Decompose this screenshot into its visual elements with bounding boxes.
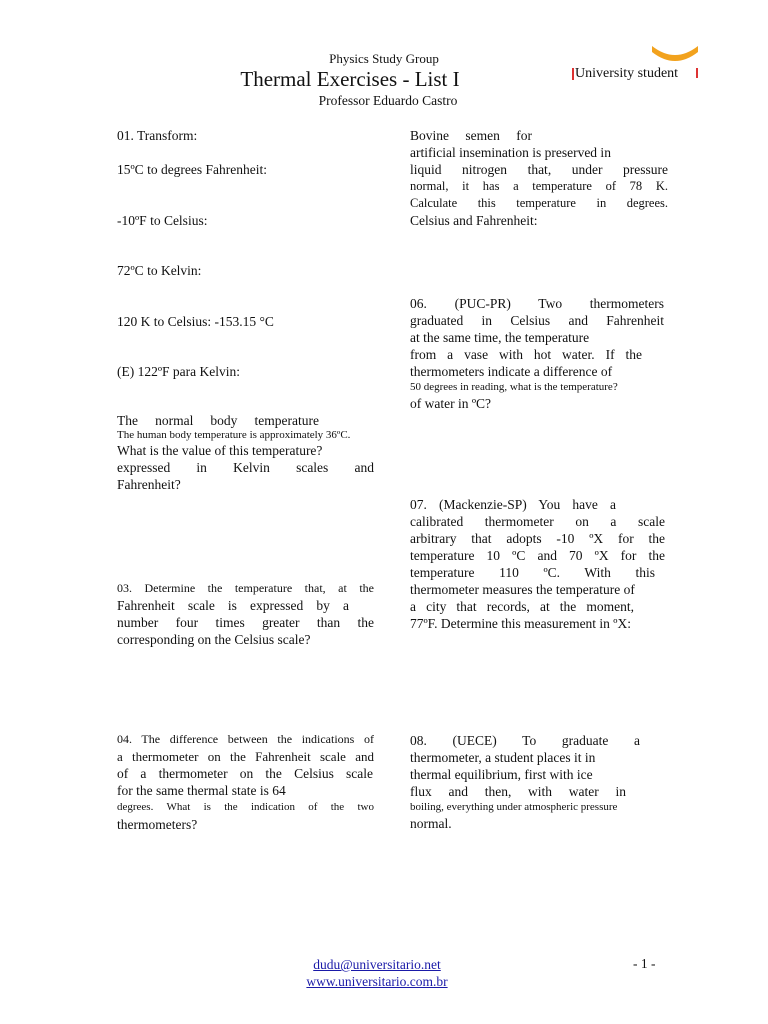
question-06-line: of water in ºC?: [410, 396, 492, 411]
question-08-line: thermal equilibrium, first with ice: [410, 767, 593, 782]
question-04-line: degrees. What is the indication of the two: [117, 801, 374, 813]
question-04: [117, 731, 374, 833]
question-05-line: normal, it has a temperature of 78 K.: [410, 179, 668, 193]
question-07-line: 07. (Mackenzie-SP) You have a: [410, 497, 616, 512]
question-06: [410, 295, 668, 412]
email-link[interactable]: dudu@universitario.net: [313, 957, 441, 972]
question-08-line: flux and then, with water in: [410, 784, 626, 799]
question-06-line: 50 degrees in reading, what is the temperature?: [410, 381, 618, 393]
question-07: [410, 496, 668, 632]
question-03: [117, 580, 374, 648]
question-06-line: 06. (PUC-PR) Two thermometers: [410, 296, 664, 311]
logo-text: University student: [575, 66, 679, 81]
question-02-line: What is the value of this temperature?: [117, 443, 323, 458]
question-03-line: corresponding on the Celsius scale?: [117, 632, 311, 647]
question-05-line: Bovine semen for: [410, 128, 532, 143]
university-student-logo: [572, 42, 704, 88]
page-title: Thermal Exercises - List I: [240, 67, 460, 91]
question-06-line: graduated in Celsius and Fahrenheit: [410, 313, 664, 328]
page-number: - 1 -: [633, 956, 656, 971]
question-08-line: 08. (UECE) To graduate a: [410, 733, 640, 748]
question-05-line: Calculate this temperature in degrees.: [410, 196, 668, 210]
question-02-line: The normal body temperature: [117, 413, 319, 428]
question-03-line: number four times greater than the: [117, 615, 374, 630]
question-05-line: Celsius and Fahrenheit:: [410, 213, 538, 228]
question-01-item-d: 120 K to Celsius: -153.15 °C: [117, 314, 274, 329]
question-06-line: from a vase with hot water. If the: [410, 347, 642, 362]
question-08: [410, 732, 668, 832]
question-08-line: normal.: [410, 816, 452, 831]
question-05-line: liquid nitrogen that, under pressure: [410, 162, 668, 177]
question-06-line: thermometers indicate a difference of: [410, 364, 613, 379]
website-link[interactable]: www.universitario.com.br: [306, 974, 448, 989]
question-06-line: at the same time, the temperature: [410, 330, 590, 345]
question-07-line: 77ºF. Determine this measurement in ºX:: [410, 616, 631, 631]
question-02: [117, 412, 374, 493]
question-04-line: 04. The difference between the indications of: [117, 732, 374, 746]
question-04-line: a thermometer on the Fahrenheit scale and: [117, 749, 374, 764]
question-04-line: of a thermometer on the Celsius scale: [117, 766, 373, 781]
question-07-line: arbitrary that adopts -10 ºX for the: [410, 531, 665, 546]
question-01-heading: 01. Transform:: [117, 128, 198, 143]
question-08-line: boiling, everything under atmospheric pressure: [410, 801, 618, 813]
question-02-line: expressed in Kelvin scales and: [117, 460, 374, 475]
question-01-item-e: (E) 122ºF para Kelvin:: [117, 364, 241, 379]
question-07-line: thermometer measures the temperature of: [410, 582, 635, 597]
question-07-line: a city that records, at the moment,: [410, 599, 634, 614]
question-03-line: 03. Determine the temperature that, at the: [117, 581, 374, 595]
question-02-line: Fahrenheit?: [117, 477, 181, 492]
question-05: [410, 127, 668, 229]
question-04-line: for the same thermal state is 64: [117, 783, 286, 798]
question-08-line: thermometer, a student places it in: [410, 750, 596, 765]
question-07-line: calibrated thermometer on a scale: [410, 514, 665, 529]
professor-name: Professor Eduardo Castro: [318, 93, 458, 108]
question-04-line: thermometers?: [117, 817, 198, 832]
question-01-item-c: 72ºC to Kelvin:: [117, 263, 202, 278]
question-07-line: temperature 10 ºC and 70 ºX for the: [410, 548, 665, 563]
logo-bar-right: [696, 68, 698, 78]
question-05-line: artificial insemination is preserved in: [410, 145, 611, 160]
question-03-line: Fahrenheit scale is expressed by a: [117, 598, 349, 613]
logo-bar-left: [572, 68, 574, 80]
question-07-line: temperature 110 ºC. With this: [410, 565, 655, 580]
study-group-label: Physics Study Group: [329, 51, 439, 66]
question-02-line: The human body temperature is approximately 36ºC.: [117, 429, 351, 441]
question-01-item-b: -10ºF to Celsius:: [117, 213, 208, 228]
question-01-item-a: 15ºC to degrees Fahrenheit:: [117, 162, 268, 177]
